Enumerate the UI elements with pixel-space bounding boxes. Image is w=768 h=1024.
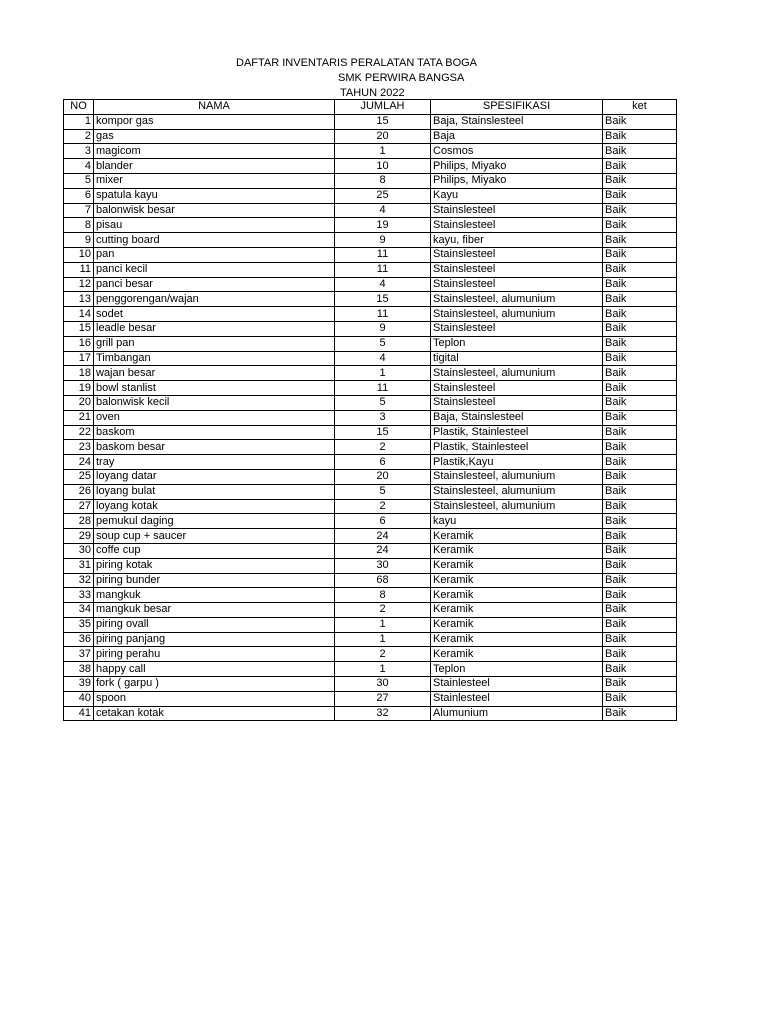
row-no: 36 — [64, 632, 94, 647]
row-spesifikasi: Stainslesteel — [431, 321, 603, 336]
row-spesifikasi: Stainslesteel — [431, 277, 603, 292]
row-nama: piring perahu — [94, 647, 335, 662]
row-ket: Baik — [603, 632, 677, 647]
table-header-row — [64, 100, 677, 115]
row-jumlah: 15 — [335, 292, 431, 307]
row-spesifikasi: Stainslesteel, alumunium — [431, 292, 603, 307]
table-row — [64, 573, 677, 588]
table-row — [64, 469, 677, 484]
table-row — [64, 632, 677, 647]
row-nama: mixer — [94, 173, 335, 188]
row-nama: wajan besar — [94, 366, 335, 381]
row-ket: Baik — [603, 307, 677, 322]
row-spesifikasi: Plastik, Stainlesteel — [431, 440, 603, 455]
row-jumlah: 1 — [335, 144, 431, 159]
row-spesifikasi: Plastik,Kayu — [431, 455, 603, 470]
row-spesifikasi: kayu — [431, 514, 603, 529]
table-row — [64, 262, 677, 277]
row-jumlah: 8 — [335, 173, 431, 188]
row-jumlah: 6 — [335, 455, 431, 470]
row-nama: mangkuk besar — [94, 603, 335, 618]
table-row — [64, 677, 677, 692]
row-nama: mangkuk — [94, 588, 335, 603]
table-row — [64, 366, 677, 381]
row-jumlah: 9 — [335, 321, 431, 336]
row-ket: Baik — [603, 114, 677, 129]
row-ket: Baik — [603, 203, 677, 218]
row-ket: Baik — [603, 558, 677, 573]
row-nama: baskom besar — [94, 440, 335, 455]
row-no: 14 — [64, 307, 94, 322]
row-nama: kompor gas — [94, 114, 335, 129]
row-ket: Baik — [603, 336, 677, 351]
row-spesifikasi: Stainslesteel — [431, 218, 603, 233]
row-spesifikasi: Stainslesteel — [431, 203, 603, 218]
row-ket: Baik — [603, 677, 677, 692]
row-nama: piring panjang — [94, 632, 335, 647]
row-spesifikasi: Keramik — [431, 588, 603, 603]
table-row — [64, 381, 677, 396]
row-nama: Timbangan — [94, 351, 335, 366]
row-ket: Baik — [603, 233, 677, 248]
row-jumlah: 5 — [335, 484, 431, 499]
table-row — [64, 218, 677, 233]
row-ket: Baik — [603, 366, 677, 381]
row-no: 22 — [64, 425, 94, 440]
table-row — [64, 292, 677, 307]
row-no: 40 — [64, 691, 94, 706]
row-nama: happy call — [94, 662, 335, 677]
row-nama: pisau — [94, 218, 335, 233]
row-jumlah: 1 — [335, 617, 431, 632]
table-body — [64, 114, 677, 721]
table-row — [64, 188, 677, 203]
row-ket: Baik — [603, 262, 677, 277]
table-row — [64, 440, 677, 455]
row-ket: Baik — [603, 573, 677, 588]
row-ket: Baik — [603, 144, 677, 159]
row-no: 8 — [64, 218, 94, 233]
row-nama: pemukul daging — [94, 514, 335, 529]
row-jumlah: 1 — [335, 366, 431, 381]
row-spesifikasi: Keramik — [431, 543, 603, 558]
table-row — [64, 159, 677, 174]
row-no: 16 — [64, 336, 94, 351]
row-spesifikasi: Keramik — [431, 617, 603, 632]
table-row — [64, 114, 677, 129]
row-spesifikasi: Stainslesteel, alumunium — [431, 469, 603, 484]
row-nama: loyang bulat — [94, 484, 335, 499]
row-spesifikasi: Stainslesteel, alumunium — [431, 484, 603, 499]
row-jumlah: 2 — [335, 440, 431, 455]
row-spesifikasi: Cosmos — [431, 144, 603, 159]
row-nama: bowl stanlist — [94, 381, 335, 396]
row-spesifikasi: Keramik — [431, 558, 603, 573]
table-row — [64, 203, 677, 218]
row-spesifikasi: Plastik, Stainlesteel — [431, 425, 603, 440]
row-nama: grill pan — [94, 336, 335, 351]
row-nama: piring kotak — [94, 558, 335, 573]
table-row — [64, 558, 677, 573]
row-spesifikasi: Stainslesteel, alumunium — [431, 366, 603, 381]
row-no: 9 — [64, 233, 94, 248]
row-nama: cetakan kotak — [94, 706, 335, 721]
row-spesifikasi: Teplon — [431, 336, 603, 351]
row-nama: penggorengan/wajan — [94, 292, 335, 307]
row-jumlah: 8 — [335, 588, 431, 603]
table-row — [64, 351, 677, 366]
row-ket: Baik — [603, 617, 677, 632]
row-spesifikasi: Keramik — [431, 529, 603, 544]
document-year: TAHUN 2022 — [340, 87, 405, 99]
row-ket: Baik — [603, 662, 677, 677]
row-ket: Baik — [603, 292, 677, 307]
row-jumlah: 11 — [335, 307, 431, 322]
row-ket: Baik — [603, 529, 677, 544]
row-no: 20 — [64, 395, 94, 410]
row-ket: Baik — [603, 484, 677, 499]
row-jumlah: 19 — [335, 218, 431, 233]
row-nama: tray — [94, 455, 335, 470]
row-no: 5 — [64, 173, 94, 188]
table-row — [64, 588, 677, 603]
row-nama: panci besar — [94, 277, 335, 292]
row-jumlah: 4 — [335, 203, 431, 218]
row-spesifikasi: kayu, fiber — [431, 233, 603, 248]
row-no: 29 — [64, 529, 94, 544]
row-no: 38 — [64, 662, 94, 677]
row-nama: panci kecil — [94, 262, 335, 277]
row-no: 31 — [64, 558, 94, 573]
row-jumlah: 32 — [335, 706, 431, 721]
row-ket: Baik — [603, 321, 677, 336]
row-spesifikasi: Kayu — [431, 188, 603, 203]
row-ket: Baik — [603, 514, 677, 529]
row-spesifikasi: Baja — [431, 129, 603, 144]
row-no: 10 — [64, 247, 94, 262]
row-jumlah: 1 — [335, 662, 431, 677]
row-ket: Baik — [603, 543, 677, 558]
row-spesifikasi: Alumunium — [431, 706, 603, 721]
row-nama: oven — [94, 410, 335, 425]
row-no: 15 — [64, 321, 94, 336]
row-nama: piring ovall — [94, 617, 335, 632]
row-no: 23 — [64, 440, 94, 455]
table-row — [64, 484, 677, 499]
row-spesifikasi: Keramik — [431, 647, 603, 662]
table-row — [64, 691, 677, 706]
row-jumlah: 4 — [335, 277, 431, 292]
row-no: 32 — [64, 573, 94, 588]
row-nama: blander — [94, 159, 335, 174]
row-no: 39 — [64, 677, 94, 692]
row-no: 28 — [64, 514, 94, 529]
row-jumlah: 24 — [335, 543, 431, 558]
header-no: NO — [64, 100, 94, 115]
row-jumlah: 1 — [335, 632, 431, 647]
table-row — [64, 277, 677, 292]
row-nama: leadle besar — [94, 321, 335, 336]
table-row — [64, 425, 677, 440]
row-spesifikasi: Philips, Miyako — [431, 173, 603, 188]
row-nama: baskom — [94, 425, 335, 440]
row-jumlah: 20 — [335, 129, 431, 144]
row-ket: Baik — [603, 351, 677, 366]
row-ket: Baik — [603, 499, 677, 514]
row-spesifikasi: Baja, Stainslesteel — [431, 114, 603, 129]
row-ket: Baik — [603, 691, 677, 706]
table-row — [64, 499, 677, 514]
row-nama: spoon — [94, 691, 335, 706]
table-row — [64, 233, 677, 248]
row-nama: balonwisk kecil — [94, 395, 335, 410]
row-spesifikasi: Keramik — [431, 573, 603, 588]
document-title: DAFTAR INVENTARIS PERALATAN TATA BOGA — [236, 57, 478, 69]
row-nama: piring bunder — [94, 573, 335, 588]
table-row — [64, 410, 677, 425]
row-ket: Baik — [603, 469, 677, 484]
row-no: 17 — [64, 351, 94, 366]
row-ket: Baik — [603, 247, 677, 262]
row-ket: Baik — [603, 159, 677, 174]
row-nama: soup cup + saucer — [94, 529, 335, 544]
row-nama: pan — [94, 247, 335, 262]
row-jumlah: 11 — [335, 381, 431, 396]
row-spesifikasi: Keramik — [431, 603, 603, 618]
table-row — [64, 706, 677, 721]
table-row — [64, 129, 677, 144]
row-ket: Baik — [603, 647, 677, 662]
row-jumlah: 25 — [335, 188, 431, 203]
row-jumlah: 4 — [335, 351, 431, 366]
row-nama: sodet — [94, 307, 335, 322]
row-no: 37 — [64, 647, 94, 662]
row-no: 13 — [64, 292, 94, 307]
row-spesifikasi: tigital — [431, 351, 603, 366]
row-spesifikasi: Stainslesteel — [431, 262, 603, 277]
table-row — [64, 514, 677, 529]
row-ket: Baik — [603, 277, 677, 292]
row-ket: Baik — [603, 440, 677, 455]
table-row — [64, 307, 677, 322]
row-nama: coffe cup — [94, 543, 335, 558]
row-no: 24 — [64, 455, 94, 470]
row-no: 19 — [64, 381, 94, 396]
table-row — [64, 529, 677, 544]
row-ket: Baik — [603, 588, 677, 603]
row-spesifikasi: Stainslesteel, alumunium — [431, 499, 603, 514]
row-jumlah: 5 — [335, 336, 431, 351]
row-no: 6 — [64, 188, 94, 203]
row-no: 30 — [64, 543, 94, 558]
row-jumlah: 2 — [335, 603, 431, 618]
row-no: 27 — [64, 499, 94, 514]
row-jumlah: 15 — [335, 114, 431, 129]
row-ket: Baik — [603, 395, 677, 410]
row-nama: gas — [94, 129, 335, 144]
row-no: 21 — [64, 410, 94, 425]
row-spesifikasi: Teplon — [431, 662, 603, 677]
table-row — [64, 247, 677, 262]
row-spesifikasi: Baja, Stainslesteel — [431, 410, 603, 425]
row-jumlah: 5 — [335, 395, 431, 410]
row-jumlah: 11 — [335, 262, 431, 277]
row-nama: cutting board — [94, 233, 335, 248]
table-row — [64, 173, 677, 188]
row-no: 2 — [64, 129, 94, 144]
row-ket: Baik — [603, 129, 677, 144]
row-no: 35 — [64, 617, 94, 632]
row-nama: magicom — [94, 144, 335, 159]
school-name: SMK PERWIRA BANGSA — [338, 72, 465, 84]
row-spesifikasi: Keramik — [431, 632, 603, 647]
row-ket: Baik — [603, 603, 677, 618]
row-jumlah: 9 — [335, 233, 431, 248]
row-ket: Baik — [603, 218, 677, 233]
row-jumlah: 15 — [335, 425, 431, 440]
row-spesifikasi: Stainlesteel — [431, 691, 603, 706]
row-no: 12 — [64, 277, 94, 292]
row-ket: Baik — [603, 706, 677, 721]
row-jumlah: 11 — [335, 247, 431, 262]
row-no: 41 — [64, 706, 94, 721]
row-no: 4 — [64, 159, 94, 174]
row-no: 7 — [64, 203, 94, 218]
table-row — [64, 144, 677, 159]
row-jumlah: 20 — [335, 469, 431, 484]
row-jumlah: 2 — [335, 499, 431, 514]
row-nama: loyang kotak — [94, 499, 335, 514]
row-spesifikasi: Stainslesteel — [431, 247, 603, 262]
row-ket: Baik — [603, 173, 677, 188]
row-ket: Baik — [603, 425, 677, 440]
row-ket: Baik — [603, 455, 677, 470]
table-row — [64, 395, 677, 410]
row-jumlah: 30 — [335, 677, 431, 692]
row-no: 18 — [64, 366, 94, 381]
row-nama: fork ( garpu ) — [94, 677, 335, 692]
row-jumlah: 30 — [335, 558, 431, 573]
row-nama: balonwisk besar — [94, 203, 335, 218]
row-jumlah: 6 — [335, 514, 431, 529]
table-row — [64, 543, 677, 558]
row-jumlah: 2 — [335, 647, 431, 662]
row-jumlah: 3 — [335, 410, 431, 425]
inventory-table — [63, 99, 677, 721]
row-ket: Baik — [603, 410, 677, 425]
table-row — [64, 647, 677, 662]
row-no: 3 — [64, 144, 94, 159]
row-no: 25 — [64, 469, 94, 484]
table-row — [64, 662, 677, 677]
row-jumlah: 27 — [335, 691, 431, 706]
row-no: 34 — [64, 603, 94, 618]
row-no: 1 — [64, 114, 94, 129]
header-jumlah: JUMLAH — [335, 100, 431, 115]
table-row — [64, 617, 677, 632]
row-spesifikasi: Stainslesteel — [431, 395, 603, 410]
row-no: 33 — [64, 588, 94, 603]
row-spesifikasi: Stainslesteel — [431, 381, 603, 396]
row-jumlah: 24 — [335, 529, 431, 544]
row-nama: loyang datar — [94, 469, 335, 484]
row-spesifikasi: Philips, Miyako — [431, 159, 603, 174]
header-nama: NAMA — [94, 100, 335, 115]
row-ket: Baik — [603, 381, 677, 396]
row-ket: Baik — [603, 188, 677, 203]
row-spesifikasi: Stainlesteel — [431, 677, 603, 692]
table-row — [64, 455, 677, 470]
row-jumlah: 68 — [335, 573, 431, 588]
header-spesifikasi: SPESIFIKASI — [431, 100, 603, 115]
row-no: 26 — [64, 484, 94, 499]
table-row — [64, 336, 677, 351]
row-no: 11 — [64, 262, 94, 277]
table-row — [64, 603, 677, 618]
row-jumlah: 10 — [335, 159, 431, 174]
header-ket: ket — [603, 100, 677, 115]
table-row — [64, 321, 677, 336]
row-nama: spatula kayu — [94, 188, 335, 203]
row-spesifikasi: Stainslesteel, alumunium — [431, 307, 603, 322]
